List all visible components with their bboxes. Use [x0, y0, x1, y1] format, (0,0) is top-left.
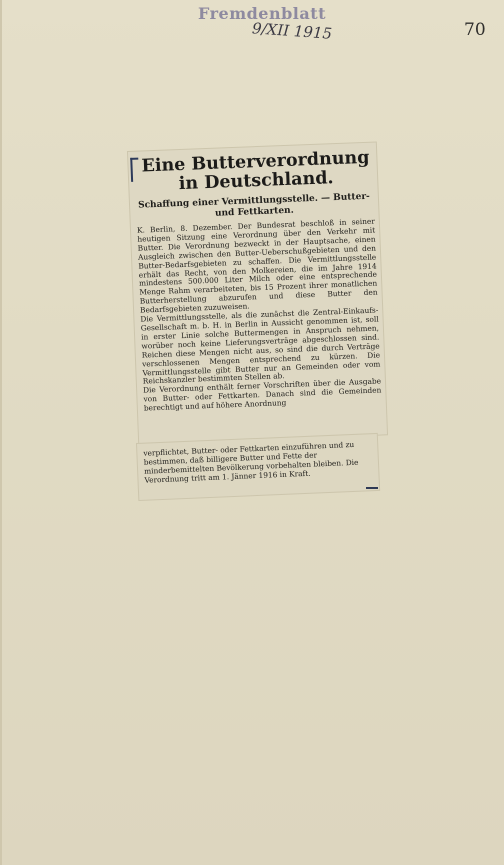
article-continuation-clipping [137, 434, 379, 500]
page-number: 70 [464, 20, 486, 40]
newspaper-stamp: Fremdenblatt [198, 4, 327, 23]
article-clipping [128, 142, 387, 443]
pencil-bracket-mark [130, 158, 139, 182]
article-continuation: verpflichtet, Butter- oder Fettkarten einzuführen und zu bestimmen, daß billigere Butter und Fette der minderbemittelten Bevölkerung vorbehalten bleiben. Die Verordnung tritt am 1. Jänner 1916 in Kraft. [143, 439, 359, 485]
article-headline: Eine Butterverordnung in Deutschland. [141, 147, 370, 195]
article-body: K. Berlin, 8. Dezember. Der Bundesrat beschloß in seiner heutigen Sitzung eine Verordnung über den Verkehr mit Butter. Die Verordnung bezweckt in der Hauptsache, einen Ausgleich zwischen den Butter-Ueberschußgebieten und den Butter-Bedarfsgebieten zu schaffen. Die Vermittlungsstelle erhält das Recht, von den Molkereien, die im Jahre 1914 mindestens 500.000 Liter Milch oder eine entsprechende Menge Rahm verarbeiteten, bis 15 Prozent ihrer monatlichen Butterherstellung abzurufen und diese Butter den Bedarfsgebieten zuzuweisen. Die Vermittlungsstelle, als die zunächst die Zentral-Einkaufs-Gesellschaft m. b. H. in Berlin in Aussicht genommen ist, soll in erster Linie solche Buttermengen in Anspruch nehmen, worüber noch keine Lieferungsverträge abgeschlossen sind. Reichen diese Mengen nicht aus, so sind die durch Verträge verschlossenen Mengen entsprechend zu kürzen. Die Vermittlungsstelle gibt Butter nur an Gemeinden oder vom Reichskanzler bestimmten Stellen ab. Die Verordnung enthält ferner Vorschriften über die Ausgabe von Butter- oder Fettkarten. Danach sind die Gemeinden berechtigt und auf höhere Anordnung [136, 216, 382, 413]
article-subheadline: Schaffung einer Vermittlungsstelle. — Butter- und Fettkarten. [137, 191, 371, 219]
handwritten-date: 9/XII 1915 [251, 19, 333, 43]
end-rule [366, 487, 378, 489]
